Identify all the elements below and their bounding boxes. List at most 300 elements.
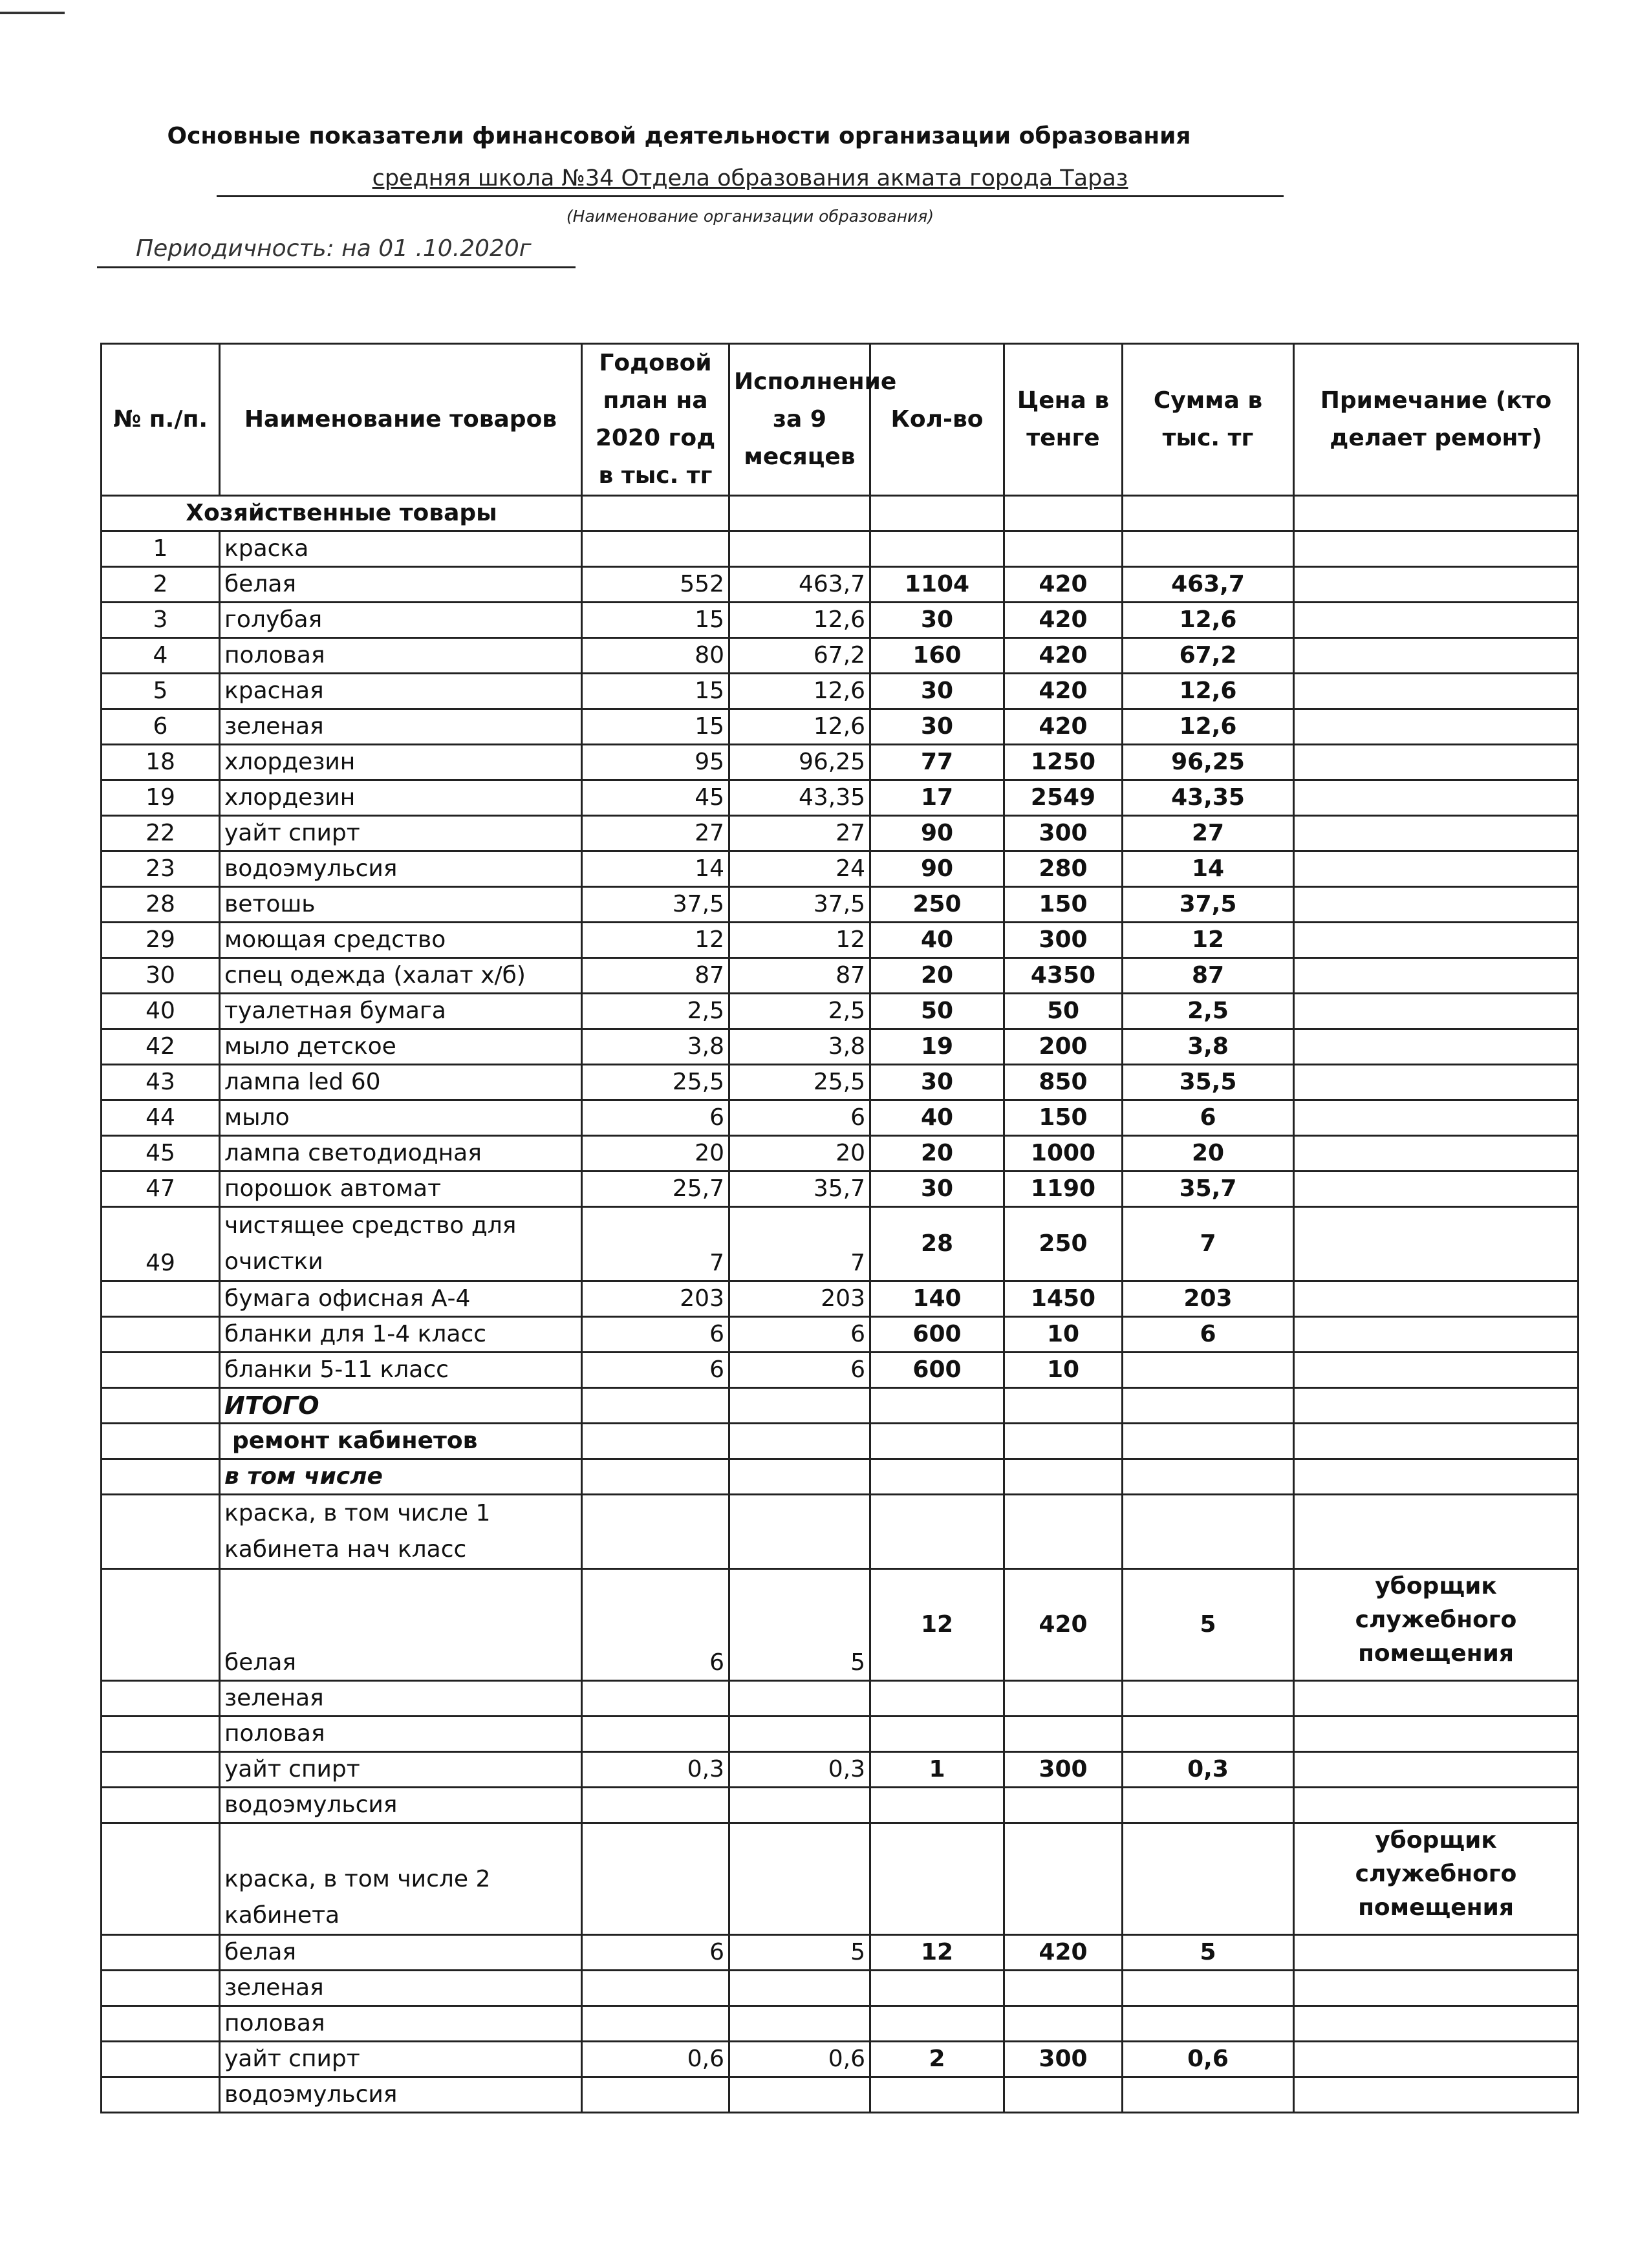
table-cell [582, 1717, 729, 1752]
price-value: 4350 [1004, 958, 1123, 994]
table-cell [1004, 1388, 1123, 1424]
table-cell [102, 1569, 220, 1681]
row-number: 5 [102, 674, 220, 709]
table-cell [1123, 1424, 1294, 1459]
item-name: туалетная бумага [220, 994, 582, 1029]
row-number: 6 [102, 709, 220, 745]
price-value: 420 [1004, 1569, 1123, 1681]
table-row [102, 1569, 1579, 1681]
col-header-note: Примечание (кто делает ремонт) [1294, 344, 1579, 496]
price-value: 420 [1004, 567, 1123, 603]
price-value: 300 [1004, 1752, 1123, 1788]
table-row [102, 923, 1579, 958]
table-row [102, 994, 1579, 1029]
organization-name: средняя школа №34 Отдела образования акмата города Тараз [372, 166, 1128, 191]
note-cell [1294, 958, 1579, 994]
sum-value: 20 [1123, 1136, 1294, 1171]
scan-corner-mark [0, 12, 65, 14]
item-name: моющая средство [220, 923, 582, 958]
sum-value: 96,25 [1123, 745, 1294, 780]
execution-value: 6 [729, 1100, 870, 1136]
note-cell [1294, 780, 1579, 816]
table-cell [1123, 1823, 1294, 1935]
block-title-line: краска, в том числе 2 [224, 1866, 491, 1892]
table-row [102, 2006, 1579, 2042]
table-cell [1294, 1681, 1579, 1717]
quantity-value: 28 [870, 1207, 1004, 1281]
quantity-value: 140 [870, 1281, 1004, 1317]
table-cell [582, 1823, 729, 1935]
item-name [220, 1207, 582, 1281]
financial-table [100, 343, 1579, 2113]
sum-value: 12 [1123, 923, 1294, 958]
plan-value: 0,3 [582, 1752, 729, 1788]
table-row [102, 1353, 1579, 1388]
table-cell [582, 1788, 729, 1823]
section-title: Хозяйственные товары [102, 496, 582, 531]
quantity-value [870, 531, 1004, 567]
price-value: 300 [1004, 816, 1123, 851]
item-name: водоэмульсия [220, 2077, 582, 2113]
table-cell [1123, 1788, 1294, 1823]
quantity-value: 30 [870, 709, 1004, 745]
row-number [102, 1752, 220, 1788]
table-cell [1294, 2077, 1579, 2113]
price-value: 1450 [1004, 1281, 1123, 1317]
execution-value: 27 [729, 816, 870, 851]
item-name: бланки для 1-4 класс [220, 1317, 582, 1353]
sum-value: 27 [1123, 816, 1294, 851]
table-cell [102, 1495, 220, 1569]
execution-value: 0,3 [729, 1752, 870, 1788]
item-name: половая [220, 2006, 582, 2042]
table-cell [1004, 496, 1123, 531]
table-cell [102, 1459, 220, 1495]
plan-value: 27 [582, 816, 729, 851]
sum-value: 35,5 [1123, 1065, 1294, 1100]
note-cell [1294, 638, 1579, 674]
table-row [102, 1065, 1579, 1100]
table-cell [870, 1823, 1004, 1935]
organization-caption: (Наименование организации образования) [566, 207, 934, 226]
item-name: красная [220, 674, 582, 709]
item-name: бланки 5-11 класс [220, 1353, 582, 1388]
execution-value: 3,8 [729, 1029, 870, 1065]
table-cell [102, 1388, 220, 1424]
table-row [102, 1788, 1579, 1823]
quantity-value: 12 [870, 1569, 1004, 1681]
plan-value: 12 [582, 923, 729, 958]
plan-value: 45 [582, 780, 729, 816]
sum-value: 37,5 [1123, 887, 1294, 923]
table-cell [870, 1459, 1004, 1495]
sum-value: 7 [1123, 1207, 1294, 1281]
note-cell [1294, 1317, 1579, 1353]
quantity-value: 50 [870, 994, 1004, 1029]
table-cell [1294, 1424, 1579, 1459]
table-cell [870, 1717, 1004, 1752]
quantity-value: 17 [870, 780, 1004, 816]
table-cell [582, 1681, 729, 1717]
item-name: голубая [220, 603, 582, 638]
execution-value: 24 [729, 851, 870, 887]
table-cell [729, 1459, 870, 1495]
note-cell [1294, 531, 1579, 567]
quantity-value: 40 [870, 1100, 1004, 1136]
table-cell [729, 1681, 870, 1717]
total-row [102, 1388, 1579, 1424]
quantity-value: 30 [870, 674, 1004, 709]
table-row [102, 1171, 1579, 1207]
note-cell [1294, 1752, 1579, 1788]
price-value: 200 [1004, 1029, 1123, 1065]
col-header-price: Цена в тенге [1004, 344, 1123, 496]
col-header-name: Наименование товаров [220, 344, 582, 496]
price-value: 250 [1004, 1207, 1123, 1281]
sum-value: 12,6 [1123, 709, 1294, 745]
table-cell [1294, 496, 1579, 531]
table-cell [1004, 1459, 1123, 1495]
table-cell [729, 2006, 870, 2042]
table-cell [729, 1788, 870, 1823]
row-number: 29 [102, 923, 220, 958]
sum-value: 5 [1123, 1935, 1294, 1971]
table-cell [870, 1424, 1004, 1459]
quantity-value: 1104 [870, 567, 1004, 603]
execution-value: 6 [729, 1353, 870, 1388]
price-value: 420 [1004, 674, 1123, 709]
price-value: 150 [1004, 887, 1123, 923]
table-cell [582, 1971, 729, 2006]
table-cell [729, 2077, 870, 2113]
row-number: 47 [102, 1171, 220, 1207]
block-title-line: краска, в том числе 1 [224, 1500, 491, 1526]
note-cell [1294, 1136, 1579, 1171]
item-name: хлордезин [220, 745, 582, 780]
note-cell [1294, 923, 1579, 958]
block-title [220, 1495, 582, 1569]
organization-line [217, 162, 1284, 197]
block-title-line: кабинета нач класс [224, 1536, 467, 1563]
row-number: 19 [102, 780, 220, 816]
execution-value: 12,6 [729, 603, 870, 638]
sum-value: 6 [1123, 1317, 1294, 1353]
table-row [102, 1681, 1579, 1717]
quantity-value: 160 [870, 638, 1004, 674]
note-cell [1294, 567, 1579, 603]
row-number [102, 1353, 220, 1388]
price-value: 300 [1004, 923, 1123, 958]
row-number: 43 [102, 1065, 220, 1100]
plan-value: 7 [582, 1207, 729, 1281]
plan-value [582, 531, 729, 567]
price-value: 10 [1004, 1317, 1123, 1353]
block-title-line: кабинета [224, 1902, 340, 1929]
sum-value: 463,7 [1123, 567, 1294, 603]
table-cell [102, 2077, 220, 2113]
note-cell [1294, 887, 1579, 923]
plan-value: 87 [582, 958, 729, 994]
item-name: лампа светодиодная [220, 1136, 582, 1171]
table-cell [102, 1971, 220, 2006]
plan-value: 14 [582, 851, 729, 887]
table-cell [870, 1681, 1004, 1717]
table-cell [1294, 1788, 1579, 1823]
execution-value: 96,25 [729, 745, 870, 780]
sum-value: 14 [1123, 851, 1294, 887]
execution-value: 20 [729, 1136, 870, 1171]
table-body [102, 496, 1579, 2113]
row-number: 49 [102, 1207, 220, 1281]
row-number: 3 [102, 603, 220, 638]
execution-value: 12 [729, 923, 870, 958]
plan-value: 552 [582, 567, 729, 603]
row-number: 44 [102, 1100, 220, 1136]
item-name: водоэмульсия [220, 1788, 582, 1823]
note-cell [1294, 1281, 1579, 1317]
table-cell [102, 1788, 220, 1823]
row-number: 22 [102, 816, 220, 851]
row-number: 42 [102, 1029, 220, 1065]
table-cell [1123, 1459, 1294, 1495]
table-cell [1294, 1971, 1579, 2006]
row-number: 30 [102, 958, 220, 994]
note-cell [1294, 709, 1579, 745]
sum-value: 5 [1123, 1569, 1294, 1681]
table-cell [102, 1681, 220, 1717]
execution-value: 12,6 [729, 674, 870, 709]
table-header-row [102, 344, 1579, 496]
block-title-row [102, 1495, 1579, 1569]
table-cell [582, 1388, 729, 1424]
table-row [102, 567, 1579, 603]
row-number: 40 [102, 994, 220, 1029]
table-cell [870, 1971, 1004, 2006]
quantity-value: 30 [870, 603, 1004, 638]
table-row [102, 1717, 1579, 1752]
item-name: уайт спирт [220, 816, 582, 851]
table-cell [870, 2006, 1004, 2042]
table-cell [729, 1495, 870, 1569]
table-row [102, 1207, 1579, 1281]
sum-value: 67,2 [1123, 638, 1294, 674]
item-name: мыло детское [220, 1029, 582, 1065]
quantity-value: 2 [870, 2042, 1004, 2077]
sum-value: 12,6 [1123, 603, 1294, 638]
col-header-quantity: Кол-во [870, 344, 1004, 496]
table-cell [1123, 1717, 1294, 1752]
row-number: 2 [102, 567, 220, 603]
block-title-row [102, 1823, 1579, 1935]
table-row [102, 674, 1579, 709]
table-cell [1294, 1388, 1579, 1424]
sum-value: 203 [1123, 1281, 1294, 1317]
row-number [102, 1317, 220, 1353]
item-name: краска [220, 531, 582, 567]
row-number: 23 [102, 851, 220, 887]
table-row [102, 1971, 1579, 2006]
price-value: 850 [1004, 1065, 1123, 1100]
quantity-value: 30 [870, 1171, 1004, 1207]
quantity-value: 90 [870, 851, 1004, 887]
item-name: водоэмульсия [220, 851, 582, 887]
table-row [102, 1281, 1579, 1317]
document-title: Основные показатели финансовой деятельности организации образования [167, 123, 1191, 149]
table-cell [582, 2077, 729, 2113]
plan-value: 15 [582, 674, 729, 709]
table-cell [1123, 496, 1294, 531]
note-cell [1294, 851, 1579, 887]
execution-value: 5 [729, 1569, 870, 1681]
plan-value: 15 [582, 603, 729, 638]
sum-value: 2,5 [1123, 994, 1294, 1029]
table-row [102, 1100, 1579, 1136]
item-name: половая [220, 638, 582, 674]
table-row [102, 531, 1579, 567]
note-cell [1294, 1353, 1579, 1388]
item-name: лампа led 60 [220, 1065, 582, 1100]
sum-value [1123, 531, 1294, 567]
note-cell: уборщик служебного помещения [1294, 1569, 1579, 1681]
note-cell [1294, 1495, 1579, 1569]
quantity-value: 1 [870, 1752, 1004, 1788]
table-row [102, 1136, 1579, 1171]
sum-value: 43,35 [1123, 780, 1294, 816]
price-value: 2549 [1004, 780, 1123, 816]
table-cell [1004, 2006, 1123, 2042]
execution-value: 6 [729, 1317, 870, 1353]
table-cell [1123, 1388, 1294, 1424]
note-cell [1294, 603, 1579, 638]
execution-value: 5 [729, 1935, 870, 1971]
row-number [102, 2042, 220, 2077]
item-name-line: очистки [224, 1248, 323, 1275]
item-name: уайт спирт [220, 2042, 582, 2077]
item-name: зеленая [220, 709, 582, 745]
execution-value: 37,5 [729, 887, 870, 923]
execution-value: 203 [729, 1281, 870, 1317]
table-row [102, 1029, 1579, 1065]
plan-value: 6 [582, 1569, 729, 1681]
execution-value: 25,5 [729, 1065, 870, 1100]
table-row [102, 1752, 1579, 1788]
table-row [102, 2042, 1579, 2077]
table-row [102, 958, 1579, 994]
table-cell [1123, 1681, 1294, 1717]
execution-value: 43,35 [729, 780, 870, 816]
table-cell [1004, 1971, 1123, 2006]
price-value: 150 [1004, 1100, 1123, 1136]
quantity-value: 600 [870, 1317, 1004, 1353]
price-value: 420 [1004, 603, 1123, 638]
note-cell [1294, 1065, 1579, 1100]
quantity-value: 250 [870, 887, 1004, 923]
table-cell [1004, 1788, 1123, 1823]
table-cell [1294, 1459, 1579, 1495]
col-header-plan: Годовой план на 2020 год в тыс. тг [582, 344, 729, 496]
note-cell [1294, 1207, 1579, 1281]
table-cell [1294, 2006, 1579, 2042]
row-number: 45 [102, 1136, 220, 1171]
sum-value [1123, 1353, 1294, 1388]
row-number: 18 [102, 745, 220, 780]
item-name: мыло [220, 1100, 582, 1136]
note-cell [1294, 1171, 1579, 1207]
table-cell [102, 2006, 220, 2042]
price-value [1004, 531, 1123, 567]
note-cell [1294, 674, 1579, 709]
row-number [102, 1935, 220, 1971]
note-cell [1294, 994, 1579, 1029]
note-cell [1294, 2042, 1579, 2077]
plan-value: 3,8 [582, 1029, 729, 1065]
table-cell [1004, 1495, 1123, 1569]
col-header-execution: Исполнение за 9 месяцев [729, 344, 870, 496]
sum-value: 12,6 [1123, 674, 1294, 709]
table-cell [729, 1717, 870, 1752]
plan-value: 2,5 [582, 994, 729, 1029]
sum-value: 87 [1123, 958, 1294, 994]
table-row [102, 2077, 1579, 2113]
plan-value: 6 [582, 1317, 729, 1353]
quantity-value: 20 [870, 1136, 1004, 1171]
periodicity-line [97, 233, 576, 268]
table-row [102, 1317, 1579, 1353]
execution-value: 12,6 [729, 709, 870, 745]
table-cell [729, 1971, 870, 2006]
plan-value: 37,5 [582, 887, 729, 923]
table-cell [870, 2077, 1004, 2113]
row-number: 1 [102, 531, 220, 567]
item-name: уайт спирт [220, 1752, 582, 1788]
table-cell [729, 1388, 870, 1424]
table-cell [582, 1424, 729, 1459]
item-name: ремонт кабинетов [220, 1424, 582, 1459]
price-value: 280 [1004, 851, 1123, 887]
execution-value: 35,7 [729, 1171, 870, 1207]
plan-value: 0,6 [582, 2042, 729, 2077]
plan-value: 6 [582, 1353, 729, 1388]
plan-value: 6 [582, 1100, 729, 1136]
price-value: 420 [1004, 709, 1123, 745]
plan-value: 15 [582, 709, 729, 745]
table-cell [582, 1495, 729, 1569]
repair-row [102, 1424, 1579, 1459]
sum-value: 6 [1123, 1100, 1294, 1136]
table-row [102, 887, 1579, 923]
table-cell [729, 1823, 870, 1935]
plan-value: 80 [582, 638, 729, 674]
including-row [102, 1459, 1579, 1495]
item-name: половая [220, 1717, 582, 1752]
sum-value: 0,3 [1123, 1752, 1294, 1788]
item-name: ИТОГО [220, 1388, 582, 1424]
item-name: белая [220, 1935, 582, 1971]
quantity-value: 90 [870, 816, 1004, 851]
table-cell [1123, 2006, 1294, 2042]
sum-value: 3,8 [1123, 1029, 1294, 1065]
table-row [102, 1935, 1579, 1971]
price-value: 10 [1004, 1353, 1123, 1388]
price-value: 420 [1004, 1935, 1123, 1971]
price-value: 300 [1004, 2042, 1123, 2077]
item-name: ветошь [220, 887, 582, 923]
col-header-number: № п./п. [102, 344, 220, 496]
table-cell [1004, 1823, 1123, 1935]
plan-value: 25,5 [582, 1065, 729, 1100]
note-cell [1294, 816, 1579, 851]
price-value: 1000 [1004, 1136, 1123, 1171]
